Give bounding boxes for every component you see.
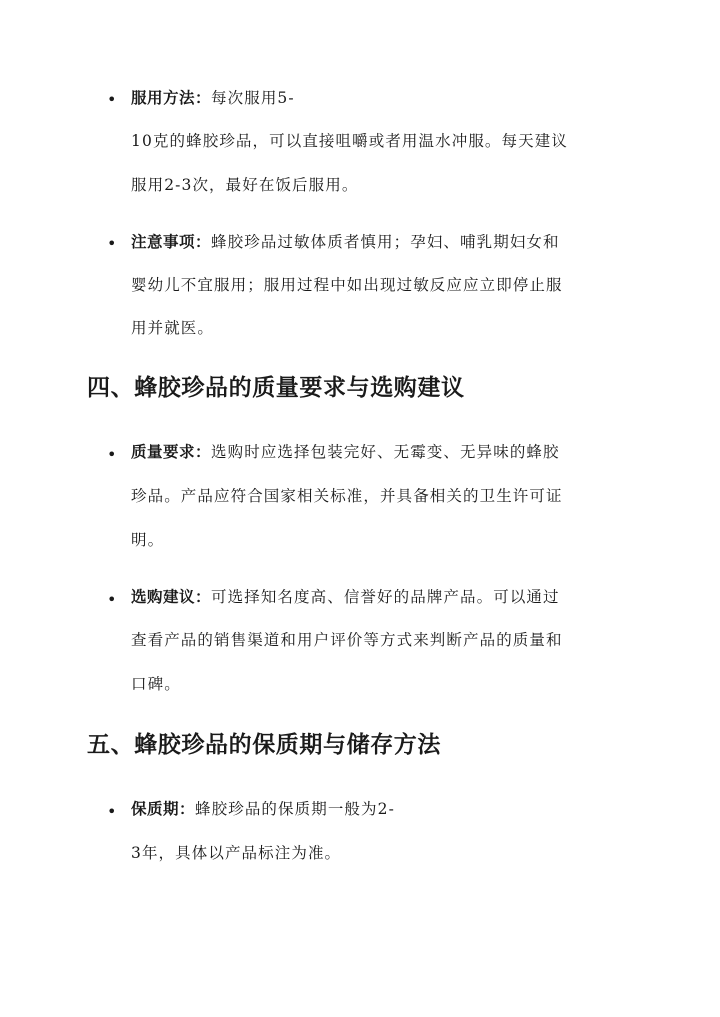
- usage-text-1: 每次服用5-: [211, 89, 295, 107]
- bullet-icon: •: [107, 234, 117, 253]
- quality-text-1: 选购时应选择包装完好、无霉变、无异味的蜂胶: [211, 443, 560, 461]
- section-heading-5: 五、蜂胶珍品的保质期与储存方法: [87, 732, 441, 758]
- caution-line-2: 婴幼儿不宜服用；服用过程中如出现过敏反应应立即停止服: [131, 276, 563, 294]
- usage-line-3: 服用2-3次，最好在饭后服用。: [131, 176, 359, 194]
- usage-line-1: [131, 91, 295, 107]
- bullet-icon: •: [107, 445, 117, 464]
- bullet-icon: •: [107, 90, 117, 109]
- purchase-line-2: 查看产品的销售渠道和用户评价等方式来判断产品的质量和: [131, 631, 563, 649]
- usage-label: 服用方法：: [131, 89, 212, 107]
- quality-line-2: 珍品。产品应符合国家相关标准，并具备相关的卫生许可证: [131, 487, 563, 505]
- section-heading-4: 四、蜂胶珍品的质量要求与选购建议: [87, 375, 465, 401]
- caution-text-1: 蜂胶珍品过敏体质者慎用；孕妇、哺乳期妇女和: [211, 233, 560, 251]
- shelf-life-line-2: 3年，具体以产品标注为准。: [131, 844, 342, 862]
- shelf-life-text-1: 蜂胶珍品的保质期一般为2-: [195, 800, 395, 818]
- caution-label: 注意事项：: [131, 233, 212, 251]
- purchase-line-3: 口碑。: [131, 675, 181, 693]
- quality-label: 质量要求：: [131, 443, 212, 461]
- purchase-text-1: 可选择知名度高、信誉好的品牌产品。可以通过: [211, 588, 560, 606]
- purchase-label: 选购建议：: [131, 588, 212, 606]
- usage-line-2: 10克的蜂胶珍品，可以直接咀嚼或者用温水冲服。每天建议: [131, 132, 568, 150]
- shelf-life-line-1: [131, 802, 395, 818]
- shelf-life-label: 保质期：: [131, 800, 196, 818]
- caution-line-1: [131, 235, 560, 251]
- quality-line-1: [131, 445, 560, 461]
- quality-line-3: 明。: [131, 531, 165, 549]
- bullet-icon: •: [107, 590, 117, 609]
- caution-line-3: 用并就医。: [131, 319, 215, 337]
- purchase-line-1: [131, 590, 560, 606]
- bullet-icon: •: [107, 802, 117, 821]
